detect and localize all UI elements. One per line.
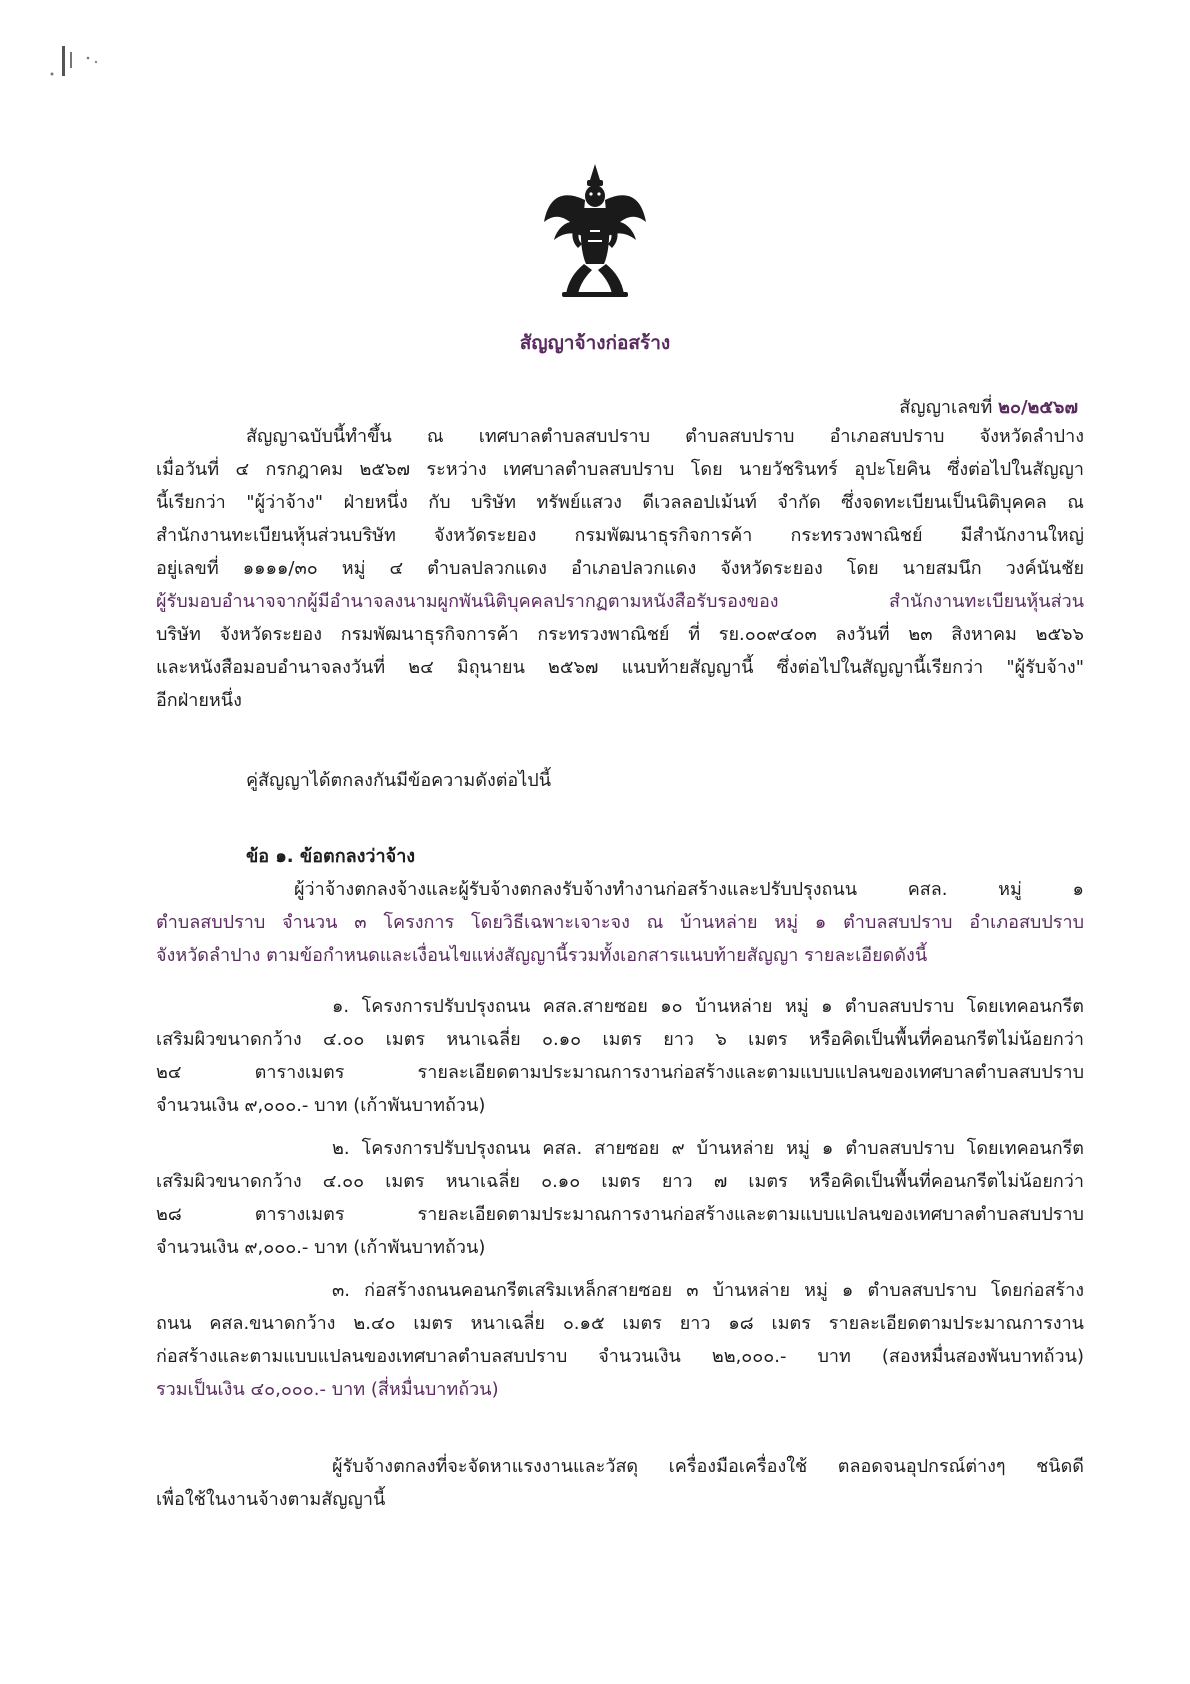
text-line: ๒. โครงการปรับปรุงถนน คสล. สายซอย ๙ บ้านหล่าย หมู่ ๑ ตำบลสบปราบ โดยเทคอนกรีต (332, 1138, 1084, 1159)
text-line: จำนวนเงิน ๙,๐๐๐.- บาท (เก้าพันบาทถ้วน) (156, 1237, 486, 1258)
text-line: ผู้รับมอบอำนาจจากผู้มีอำนาจลงนามผูกพันนิติบุคคลปรากฏตามหนังสือรับรองของ สำนักงานทะเบียนหุ้นส่วน (156, 591, 1084, 612)
item-1 (156, 990, 1084, 1122)
text-line: ผู้รับจ้างตกลงที่จะจัดหาแรงงานและวัสดุ เครื่องมือเครื่องใช้ ตลอดจนอุปกรณ์ต่างๆ ชนิดดี (332, 1456, 1084, 1477)
item-3 (156, 1274, 1084, 1406)
text-line: ตำบลสบปราบ จำนวน ๓ โครงการ โดยวิธีเฉพาะเจาะจง ณ บ้านหล่าย หมู่ ๑ ตำบลสบปราบ อำเภอสบปราบ (156, 912, 1084, 933)
clause-1 (156, 840, 1084, 972)
garuda-emblem-icon (540, 160, 650, 300)
agreement-paragraph (156, 764, 1084, 797)
text-line: ๒๘ ตารางเมตร รายละเอียดตามประมาณการงานก่อสร้างและตามแบบแปลนของเทศบาลตำบลสบปราบ (156, 1204, 1084, 1225)
text-line: ๓. ก่อสร้างถนนคอนกรีตเสริมเหล็กสายซอย ๓ บ้านหล่าย หมู่ ๑ ตำบลสบปราบ โดยก่อสร้าง (332, 1280, 1084, 1301)
text-line: เมื่อวันที่ ๔ กรกฎาคม ๒๕๖๗ ระหว่าง เทศบาลตำบลสบปราบ โดย นายวัชรินทร์ อุปะโยคิน ซึ่งต่อไปในสัญญา (156, 459, 1084, 480)
text-line: ถนน คสล.ขนาดกว้าง ๒.๔๐ เมตร หนาเฉลี่ย ๐.๑๕ เมตร ยาว ๑๘ เมตร รายละเอียดตามประมาณการงาน (156, 1313, 1084, 1334)
text-line: จำนวนเงิน ๙,๐๐๐.- บาท (เก้าพันบาทถ้วน) (156, 1095, 486, 1116)
contract-number-value: ๒๐/๒๕๖๗ (998, 397, 1078, 418)
text-line: จังหวัดลำปาง ตามข้อกำหนดและเงื่อนไขแห่งสัญญานี้รวมทั้งเอกสารแนบท้ายสัญญา รายละเอียดดังนี้ (156, 945, 928, 966)
text-line: อยู่เลขที่ ๑๑๑๑/๓๐ หมู่ ๔ ตำบลปลวกแดง อำเภอปลวกแดง จังหวัดระยอง โดย นายสมนึก วงค์นันชัย (156, 558, 1084, 579)
scan-mark (48, 44, 118, 94)
text-line: นี้เรียกว่า "ผู้ว่าจ้าง" ฝ่ายหนึ่ง กับ บริษัท ทรัพย์แสวง ดีเวลลอปเม้นท์ จำกัด ซึ่งจดทะเบียนเป็นนิติบุคคล ณ (156, 492, 1084, 513)
text-line: สัญญาฉบับนี้ทำขึ้น ณ เทศบาลตำบลสบปราบ ตำบลสบปราบ อำเภอสบปราบ จังหวัดลำปาง (246, 426, 1084, 447)
text-line: อีกฝ่ายหนึ่ง (156, 690, 242, 711)
text-line: ผู้ว่าจ้างตกลงจ้างและผู้รับจ้างตกลงรับจ้างทำงานก่อสร้างและปรับปรุงถนน คสล. หมู่ ๑ (294, 879, 1084, 900)
text-line: สำนักงานทะเบียนหุ้นส่วนบริษัท จังหวัดระยอง กรมพัฒนาธุรกิจการค้า กระทรวงพาณิชย์ มีสำนักงานใหญ่ (156, 525, 1084, 546)
item-2 (156, 1132, 1084, 1264)
text-line: และหนังสือมอบอำนาจลงวันที่ ๒๔ มิถุนายน ๒๕๖๗ แนบท้ายสัญญานี้ ซึ่งต่อไปในสัญญานี้เรียกว่า "ผู้รับจ้าง" (156, 657, 1084, 678)
intro-paragraph (156, 420, 1084, 717)
text-line: ก่อสร้างและตามแบบแปลนของเทศบาลตำบลสบปราบ จำนวนเงิน ๒๒,๐๐๐.- บาท (สองหมื่นสองพันบาทถ้วน) (156, 1346, 1084, 1367)
document-title: สัญญาจ้างก่อสร้าง (519, 332, 671, 354)
text-line: ๑. โครงการปรับปรุงถนน คสล.สายซอย ๑๐ บ้านหล่าย หมู่ ๑ ตำบลสบปราบ โดยเทคอนกรีต (332, 996, 1084, 1017)
text-line: ๒๔ ตารางเมตร รายละเอียดตามประมาณการงานก่อสร้างและตามแบบแปลนของเทศบาลตำบลสบปราบ (156, 1062, 1084, 1083)
text-line: เสริมผิวขนาดกว้าง ๔.๐๐ เมตร หนาเฉลี่ย ๐.๑๐ เมตร ยาว ๖ เมตร หรือคิดเป็นพื้นที่คอนกรีตไม่น้อยกว่า (156, 1029, 1084, 1050)
text-line: บริษัท จังหวัดระยอง กรมพัฒนาธุรกิจการค้า กระทรวงพาณิชย์ ที่ รย.๐๐๙๔๐๓ ลงวันที่ ๒๓ สิงหาคม ๒๕๖๖ (156, 624, 1084, 645)
clause-heading: ข้อ ๑. ข้อตกลงว่าจ้าง (246, 846, 416, 867)
text-line: เสริมผิวขนาดกว้าง ๔.๐๐ เมตร หนาเฉลี่ย ๐.๑๐ เมตร ยาว ๗ เมตร หรือคิดเป็นพื้นที่คอนกรีตไม่น้อยกว่า (156, 1171, 1084, 1192)
contract-number (899, 392, 1078, 421)
text-line: เพื่อใช้ในงานจ้างตามสัญญานี้ (156, 1489, 386, 1510)
closing-paragraph (156, 1450, 1084, 1516)
text-line: รวมเป็นเงิน ๔๐,๐๐๐.- บาท (สี่หมื่นบาทถ้วน) (156, 1379, 499, 1400)
agreement-line: คู่สัญญาได้ตกลงกันมีข้อความดังต่อไปนี้ (246, 770, 552, 791)
contract-number-label: สัญญาเลขที่ (899, 397, 993, 418)
